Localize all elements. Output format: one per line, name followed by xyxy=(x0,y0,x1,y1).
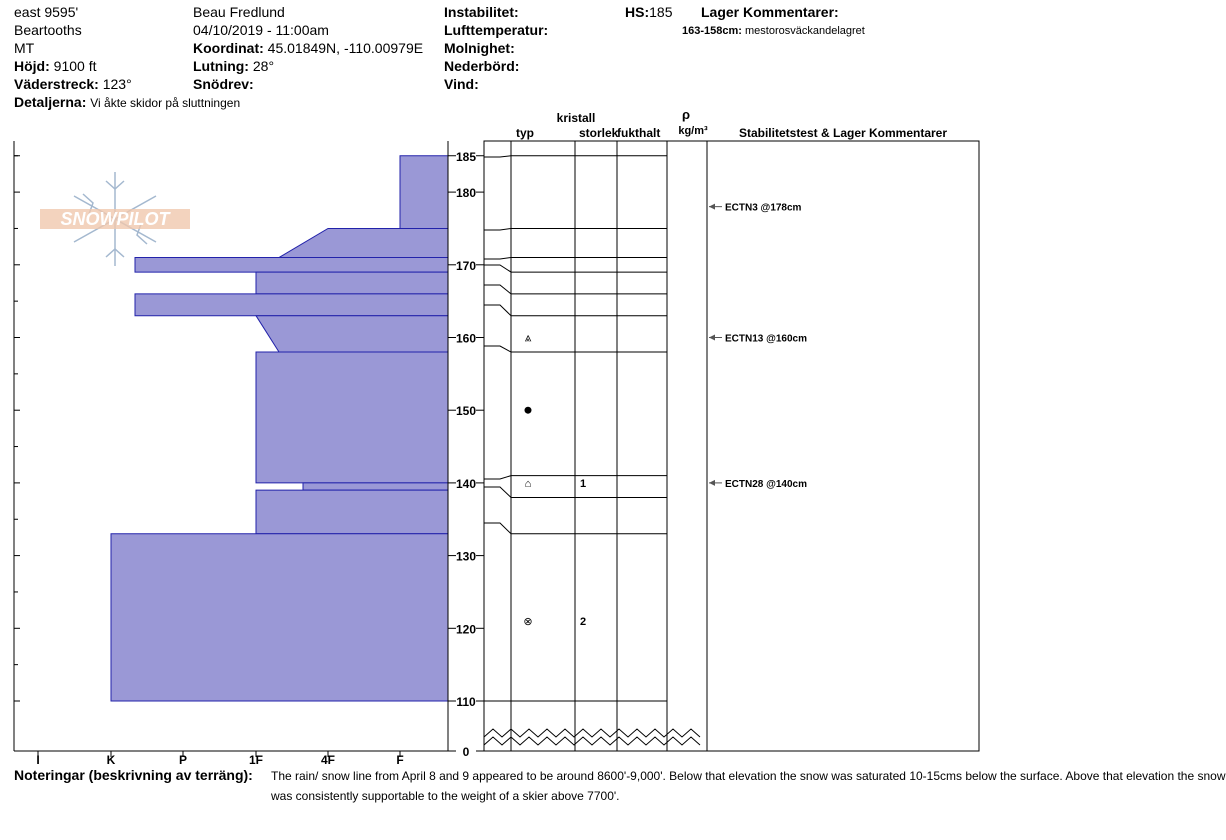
hardness-layer-4 xyxy=(135,294,448,316)
hardness-layer-0 xyxy=(400,156,448,229)
wind-label: Vind: xyxy=(444,76,479,92)
test-arrow-head-0 xyxy=(709,204,715,210)
layer-comment-text: mestorosväckandelagret xyxy=(745,25,865,37)
state: MT xyxy=(14,40,35,56)
elevation-label: Höjd: xyxy=(14,58,50,74)
crystal-header: kristall xyxy=(556,111,596,125)
grain-size-2: 1 xyxy=(580,477,587,490)
y-tick-label-110: 110 xyxy=(456,695,476,709)
stability-tests xyxy=(709,203,807,490)
y-tick-label-130: 130 xyxy=(455,549,477,564)
x-tick-label-1F: 1F xyxy=(248,753,264,767)
y-tick-label-180: 180 xyxy=(455,186,477,201)
y-tick-label-150: 150 xyxy=(455,404,477,419)
hs-label: HS: xyxy=(625,4,650,20)
size-header: storlek xyxy=(579,126,619,140)
drift-label: Snödrev: xyxy=(193,76,254,92)
hardness-layer-8 xyxy=(256,490,448,534)
location: east 9595' xyxy=(14,4,79,20)
hardness-layer-2 xyxy=(135,258,448,273)
observer: Beau Fredlund xyxy=(193,4,285,20)
x-tick-label-P: P xyxy=(178,753,188,767)
stability-header: Stabilitetstest & Lager Kommentarer xyxy=(738,126,948,140)
grain-size-3: 2 xyxy=(580,616,587,629)
range: Beartooths xyxy=(14,22,82,38)
density-unit-header: kg/m³ xyxy=(678,125,708,137)
coord-value: 45.01849N, -110.00979E xyxy=(267,40,424,56)
grain-surface-hoar: ⩓ xyxy=(524,330,532,345)
hardness-layer-5 xyxy=(256,316,448,352)
table-frame xyxy=(484,141,979,751)
snowpilot-logo xyxy=(40,172,190,266)
logo-text: SNOWPILOT xyxy=(60,209,170,229)
grain-rounded-cluster: ⊗ xyxy=(523,616,533,629)
test-label-2: ECTN28 @140cm xyxy=(725,478,808,490)
x-tick-label-4F: 4F xyxy=(320,753,336,767)
instability-label: Instabilitet: xyxy=(444,4,519,20)
details-value: Vi åkte skidor på sluttningen xyxy=(90,96,241,110)
notes-label: Noteringar (beskrivning av terräng): xyxy=(14,767,253,783)
y-tick-label-185: 185 xyxy=(455,149,477,164)
rho-header: ρ xyxy=(681,107,691,122)
grain-melt-form xyxy=(525,407,532,414)
axis-break-upper xyxy=(484,729,700,737)
test-label-0: ECTN3 @178cm xyxy=(725,202,802,214)
hardness-bars xyxy=(111,156,448,701)
datetime: 04/10/2019 - 11:00am xyxy=(193,22,329,38)
y-tick-label-0: 0 xyxy=(462,745,470,759)
hs-value: 185 xyxy=(649,4,673,20)
cloud-label: Molnighet: xyxy=(444,40,515,56)
hardness-layer-6 xyxy=(256,352,448,483)
y-tick-label-170: 170 xyxy=(455,258,477,273)
x-tick-label-F: F xyxy=(396,753,404,767)
test-arrow-head-1 xyxy=(709,335,715,341)
notes-line2: was consistently supportable to the weight of a skier above 7700'. xyxy=(271,789,620,803)
hardness-layer-3 xyxy=(256,272,448,294)
airtemp-label: Lufttemperatur: xyxy=(444,22,549,38)
moisture-header: fukthalt xyxy=(617,126,661,140)
notes-line1: The rain/ snow line from April 8 and 9 appeared to be around 8600'-9,000'. Below that elevation the snow was saturated 10-15cms below the surface. Above that elevation the snow xyxy=(271,769,1226,783)
y-tick-label-140: 140 xyxy=(455,476,477,491)
x-tick-label-K: K xyxy=(106,753,116,767)
y-tick-label-160: 160 xyxy=(455,331,477,346)
axis-break-lower xyxy=(484,737,700,745)
layer-comments-label: Lager Kommentarer: xyxy=(701,4,839,20)
precip-label: Nederbörd: xyxy=(444,58,520,74)
hardness-layer-9 xyxy=(111,534,448,701)
aspect-value: 123° xyxy=(102,76,132,92)
hardness-layer-7 xyxy=(303,483,448,490)
grain-symbols xyxy=(523,331,586,629)
elevation-value: 9100 ft xyxy=(53,58,97,74)
x-tick-label-I: I xyxy=(36,753,40,767)
aspect-label: Väderstreck: xyxy=(14,76,99,92)
details-label: Detaljerna: xyxy=(14,94,87,110)
layer-comment-range: 163-158cm: xyxy=(682,25,742,37)
type-header: typ xyxy=(516,126,534,140)
slope-value: 28° xyxy=(252,58,275,74)
test-label-1: ECTN13 @160cm xyxy=(725,333,808,345)
coord-label: Koordinat: xyxy=(193,40,264,56)
test-arrow-head-2 xyxy=(709,480,715,486)
hardness-axis xyxy=(36,751,403,767)
hardness-layer-1 xyxy=(279,228,448,257)
slope-label: Lutning: xyxy=(193,58,249,74)
grain-faceted-rounded: ⌂ xyxy=(524,477,532,490)
y-tick-label-120: 120 xyxy=(455,622,477,637)
